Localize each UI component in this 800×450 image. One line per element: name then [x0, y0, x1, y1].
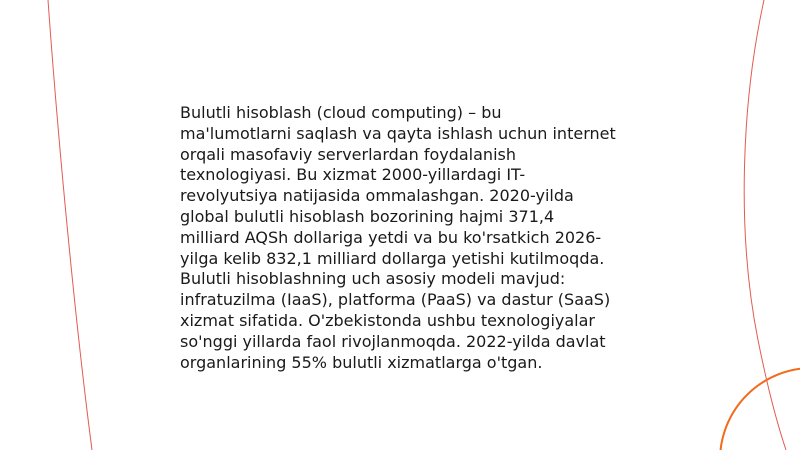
body-paragraph: Bulutli hisoblash (cloud computing) – bu ma'lumotlarni saqlash va qayta ishlash uchun internet orqali masofaviy serverlardan foydalanish texnologiyasi. Bu xizmat 2000-yillardagi IT- revolyutsiya natijasida ommalashgan. 2020-yilda global bulutli hisoblash bozorining hajmi 371,4 milliard AQSh dollariga yetdi va bu ko'rsatkich 2026- yilga kelib 832,1 milliard dollarga yetishi kutilmoqda. Bulutli hisoblashning uch asosiy modeli mavjud: infratuzilma (IaaS), platforma (PaaS) va dastur (SaaS) xizmat sifatida. O'zbekistonda ushbu texnologiyalar so'nggi yillarda faol rivojlanmoqda. 2022-yilda davlat organlarining 55% bulutli xizmatlarga o'tgan. — [180, 103, 616, 372]
accent-circle — [720, 368, 800, 450]
left-arc — [48, 0, 92, 450]
right-arc — [744, 0, 786, 450]
